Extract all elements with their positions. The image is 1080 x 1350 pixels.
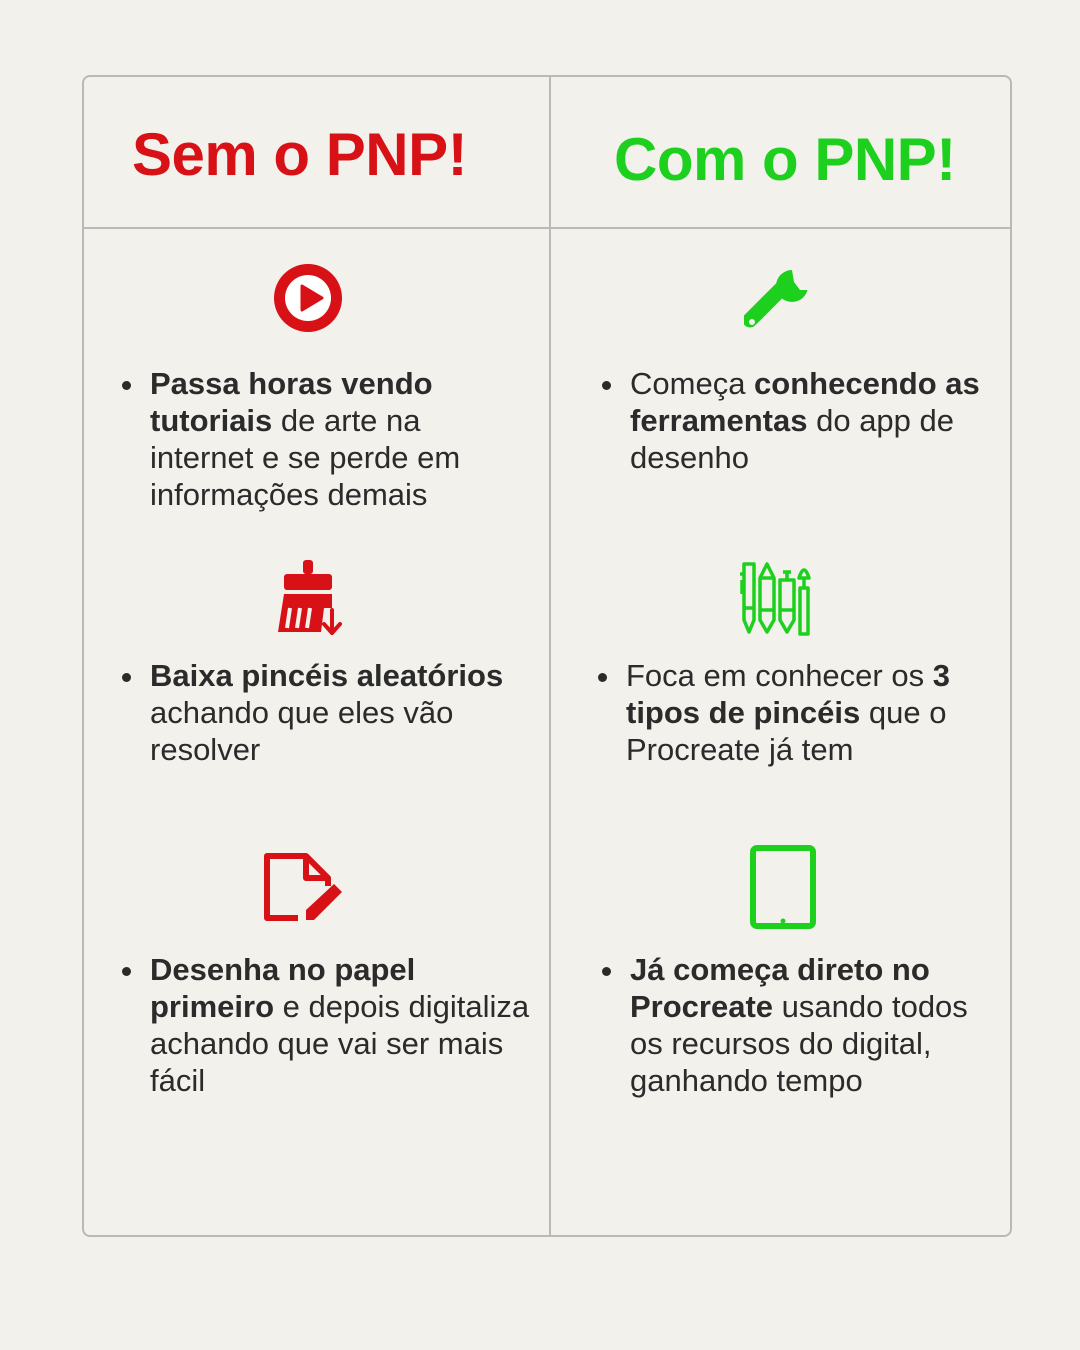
- item-text: achando que eles vão resolver: [150, 695, 454, 767]
- item-text: Começa: [630, 366, 755, 401]
- item-text: e depois digitaliza achando que vai ser mais fácil: [150, 989, 530, 1098]
- header-divider: [84, 227, 1010, 229]
- item-text: usando todos os recursos do digital, ganhando tempo: [630, 989, 968, 1098]
- list-item-right-3: [600, 951, 970, 1099]
- header-without-pnp: Sem o PNP!: [132, 121, 468, 188]
- list-item-left-3: [120, 951, 530, 1099]
- item-bold-text: conhecendo as ferramentas: [630, 366, 980, 438]
- art-tools-icon: [738, 560, 814, 638]
- item-text: Foca em conhecer os: [626, 658, 933, 693]
- item-bold-text: Passa horas vendo tutoriais: [150, 366, 433, 438]
- wrench-icon: [744, 268, 812, 334]
- item-bold-text: 3 tipos de pincéis: [626, 658, 950, 730]
- list-item-left-1: [120, 365, 530, 513]
- list-item-left-2: [120, 657, 530, 768]
- header-with-pnp: Com o PNP!: [614, 126, 956, 193]
- item-text: do app de desenho: [630, 403, 955, 475]
- item-text: que o Procreate já tem: [626, 695, 947, 767]
- tablet-icon: [750, 845, 816, 929]
- item-bold-text: Desenha no papel primeiro: [150, 952, 416, 1024]
- list-item-right-1: [600, 365, 1000, 476]
- list-item-right-2: [596, 657, 1006, 768]
- item-text: de arte na internet e se perde em informações demais: [150, 403, 461, 512]
- document-edit-icon: [262, 852, 344, 924]
- play-circle-icon: [274, 264, 342, 332]
- brush-download-icon: [274, 558, 346, 638]
- column-divider: [549, 77, 551, 1235]
- item-bold-text: Baixa pincéis aleatórios: [150, 658, 504, 693]
- item-bold-text: Já começa direto no Procreate: [630, 952, 930, 1024]
